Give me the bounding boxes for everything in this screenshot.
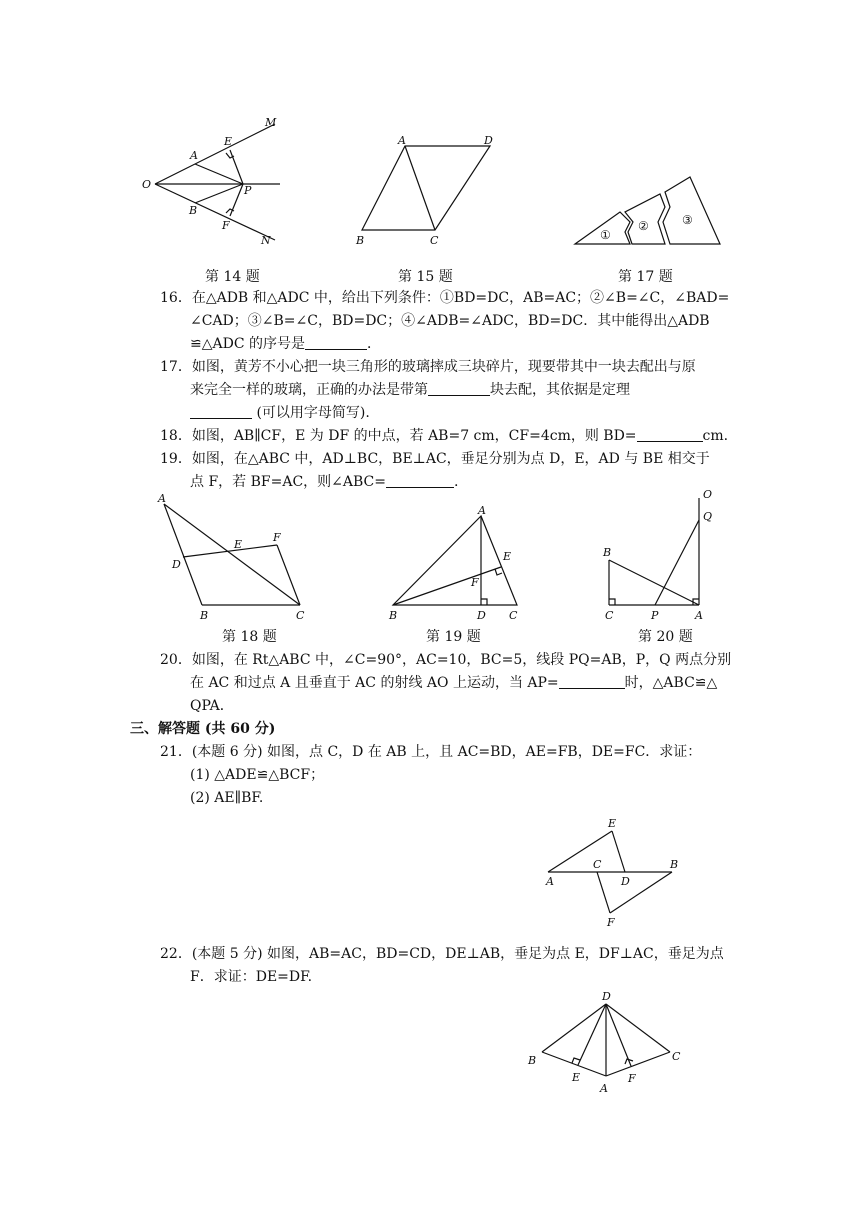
q19-text: 点 F，若 BF=AC，则∠ABC=: [190, 474, 386, 490]
label-A: A: [600, 1082, 608, 1095]
label-A: A: [478, 504, 486, 517]
q21-part1: (1) △ADE≌△BCF；: [190, 767, 325, 783]
label-B: B: [528, 1054, 537, 1067]
q20-answer-blank[interactable]: [559, 672, 625, 689]
q17-line2: [190, 379, 630, 402]
figure-18: [150, 490, 320, 625]
label-C: C: [509, 609, 518, 622]
q20-text-b: 时，△ABC≌△: [624, 675, 718, 691]
section-3-heading: 三、解答题 (共 60 分): [130, 721, 276, 737]
label-D: D: [602, 990, 611, 1003]
label-F: F: [273, 531, 281, 544]
q19-line1: 19．如图，在△ABC 中，AD⊥BC，BE⊥AC，垂足分别为点 D，E，AD 与 BE 相交于: [160, 451, 710, 467]
q22-line1: 22．(本题 5 分) 如图，AB=AC，BD=CD，DE⊥AB，垂足为点 E，DF⊥AC，垂足为点: [160, 946, 724, 962]
q17-text-c: (可以用字母简写).: [252, 405, 370, 421]
label-C: C: [593, 858, 602, 871]
q22-line2: F．求证：DE=DF.: [190, 969, 313, 985]
label-A: A: [546, 875, 554, 888]
label-C: C: [672, 1050, 681, 1063]
q17-theorem-blank[interactable]: [190, 402, 252, 419]
piece-1-label: ①: [600, 228, 611, 242]
label-A: A: [398, 134, 406, 147]
q17-line3: [190, 402, 370, 425]
label-B: B: [200, 609, 209, 622]
label-B: B: [670, 858, 679, 871]
label-C: C: [296, 609, 305, 622]
q17-text-b: 块去配，其依据是定理: [490, 382, 630, 398]
label-C: C: [430, 234, 439, 247]
figure-17: [570, 172, 730, 252]
q20-line2: [190, 672, 717, 695]
label-A: A: [190, 149, 198, 162]
figure-19: [385, 500, 525, 625]
q17-text-a: 来完全一样的玻璃，正确的办法是带第: [190, 382, 428, 398]
label-E: E: [234, 538, 243, 551]
label-D: D: [484, 134, 493, 147]
q19-answer-blank[interactable]: [386, 471, 454, 488]
q17-piece-blank[interactable]: [428, 379, 490, 396]
label-B: B: [389, 609, 398, 622]
label-Q: Q: [703, 510, 713, 523]
piece-2-label: ②: [638, 219, 649, 233]
figure-15: [350, 132, 510, 252]
label-P: P: [244, 184, 252, 197]
q18-answer-blank[interactable]: [637, 425, 703, 442]
q19-end: .: [454, 474, 459, 490]
q16-text: ≌△ADC 的序号是: [190, 336, 305, 352]
label-E: E: [608, 817, 617, 830]
q20-line3: QPA．: [190, 698, 234, 714]
label-F: F: [607, 916, 615, 929]
label-B: B: [189, 204, 198, 217]
label-E: E: [224, 135, 233, 148]
q16-end: ．: [367, 336, 381, 352]
q18-unit: cm.: [702, 428, 729, 444]
label-D: D: [477, 609, 486, 622]
figure-22: [520, 988, 690, 1098]
label-B: B: [356, 234, 365, 247]
label-O: O: [142, 178, 152, 191]
q18-text: 18．如图，AB∥CF，E 为 DF 的中点，若 AB=7 cm，CF=4cm，则 BD=: [160, 428, 637, 444]
caption-19: 第 19 题: [426, 629, 481, 645]
label-M: M: [265, 116, 277, 129]
q21-line1: 21．(本题 6 分) 如图，点 C，D 在 AB 上，且 AC=BD，AE=FB，DE=FC．求证：: [160, 744, 702, 760]
label-E: E: [503, 550, 512, 563]
caption-17: 第 17 题: [618, 269, 673, 285]
caption-18: 第 18 题: [222, 629, 277, 645]
q16-line2: ∠CAD；③∠B=∠C，BD=DC；④∠ADB=∠ADC，BD=DC．其中能得出△ADB: [190, 313, 710, 329]
label-E: E: [572, 1071, 581, 1084]
label-B: B: [603, 546, 612, 559]
figure-20: [595, 488, 725, 623]
caption-14: 第 14 题: [205, 269, 260, 285]
caption-20: 第 20 题: [638, 629, 693, 645]
label-D: D: [621, 875, 630, 888]
q16-line3: [190, 333, 381, 356]
q20-text-a: 在 AC 和过点 A 且垂直于 AC 的射线 AO 上运动，当 AP=: [190, 675, 559, 691]
label-C: C: [605, 609, 614, 622]
caption-15: 第 15 题: [398, 269, 453, 285]
label-F: F: [471, 576, 479, 589]
q16-answer-blank[interactable]: [305, 333, 367, 350]
label-O: O: [703, 488, 713, 501]
label-A: A: [695, 609, 703, 622]
q21-part2: (2) AE∥BF.: [190, 790, 264, 806]
label-F: F: [628, 1072, 636, 1085]
q16-line1: 16．在△ADB 和△ADC 中，给出下列条件：①BD=DC，AB=AC；②∠B=∠C，∠BAD=: [160, 290, 730, 306]
label-D: D: [172, 558, 181, 571]
piece-3-label: ③: [682, 213, 693, 227]
label-P: P: [651, 609, 659, 622]
label-A: A: [158, 492, 166, 505]
figure-21: [540, 815, 690, 930]
q18-line: [160, 425, 728, 448]
figure-14: [140, 112, 290, 252]
label-F: F: [222, 219, 230, 232]
q20-line1: 20．如图，在 Rt△ABC 中，∠C=90°，AC=10，BC=5，线段 PQ=AB，P，Q 两点分别: [160, 652, 732, 668]
q17-line1: 17．如图，黄芳不小心把一块三角形的玻璃摔成三块碎片，现要带其中一块去配出与原: [160, 359, 696, 375]
label-N: N: [261, 234, 271, 247]
